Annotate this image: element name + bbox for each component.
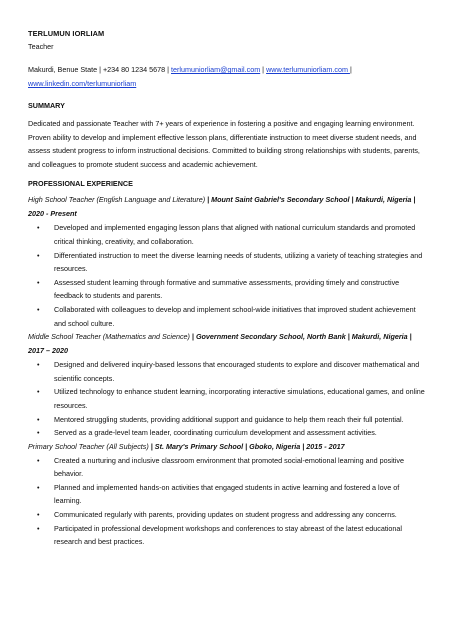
job-role: High School Teacher (English Language and Literature)	[28, 195, 206, 205]
bullet-text: Assessed student learning through formative and summative assessments, providing timely and constructive feedback to students and parents.	[54, 277, 400, 301]
bullet-text: Differentiated instruction to meet the diverse learning needs of students, utilizing a variety of teaching strategies and resources.	[54, 250, 423, 274]
summary-text: Dedicated and passionate Teacher with 7+ years of experience in fostering a positive and engaging learning environment. Proven ability to develop and implement effective lesson plans, differentiate instruction to meet diverse student needs, and assess student progress to inform instructional decisions. Committed to building strong relationships with students, parents, and colleagues to promote student success and academic achievement.	[28, 119, 420, 169]
bullet-icon: •	[37, 455, 40, 465]
resume-page	[28, 29, 426, 549]
bullet-icon: •	[37, 387, 40, 397]
bullet-icon: •	[37, 414, 40, 424]
contact-separator: |	[349, 65, 352, 74]
list-item	[28, 276, 426, 303]
bullet-icon: •	[37, 360, 40, 370]
bullet-text: Served as a grade-level team leader, coordinating curriculum development and assessment activities.	[54, 428, 377, 438]
bullet-text: Collaborated with colleagues to develop and implement school-wide initiatives that improved student achievement and school culture.	[54, 304, 416, 328]
job-header	[28, 330, 426, 358]
bullet-text: Planned and implemented hands-on activities that engaged students in active learning and fostered a love of learning.	[54, 482, 400, 506]
list-item	[28, 508, 426, 522]
job-details: | St. Mary's Primary School | Gboko, Nigeria | 2015 - 2017	[148, 441, 345, 451]
job-details: | Government Secondary School, North Bank | Makurdi, Nigeria | 2017 – 2020	[28, 332, 412, 356]
job-entry	[28, 330, 426, 440]
bullet-text: Mentored struggling students, providing additional support and guidance to help them reach their full potential.	[54, 414, 404, 424]
bullet-text: Communicated regularly with parents, providing updates on student progress and addressing any concerns.	[54, 510, 397, 520]
bullet-text: Created a nurturing and inclusive classroom environment that promoted social-emotional learning and positive behavior.	[54, 455, 404, 479]
list-item	[28, 358, 426, 385]
list-item	[28, 249, 426, 276]
list-item	[28, 426, 426, 440]
website-link[interactable]: www.terlumuniorliam.com	[266, 65, 350, 74]
job-role: Primary School Teacher (All Subjects)	[28, 441, 149, 451]
bullet-icon: •	[37, 277, 40, 287]
list-item	[28, 454, 426, 481]
contact-separator: |	[260, 65, 267, 74]
bullet-icon: •	[37, 482, 40, 492]
job-bullets	[28, 454, 426, 549]
list-item	[28, 221, 426, 248]
bullet-text: Designed and delivered inquiry-based lessons that encouraged students to explore and discover mathematical and scientific concepts.	[54, 360, 420, 383]
bullet-icon: •	[37, 428, 40, 438]
list-item	[28, 413, 426, 427]
list-item	[28, 303, 426, 330]
job-role: Middle School Teacher (Mathematics and Science)	[28, 332, 190, 342]
candidate-name: TERLUMUN IORLIAM	[28, 29, 105, 38]
list-item	[28, 385, 426, 412]
bullet-text: Utilized technology to enhance student learning, incorporating interactive simulations, educational games, and online resources.	[54, 387, 425, 410]
list-item	[28, 522, 426, 549]
bullet-icon: •	[37, 304, 40, 314]
job-entry	[28, 440, 426, 549]
contact-line	[28, 63, 426, 91]
bullet-icon: •	[37, 523, 40, 533]
bullet-text: Developed and implemented engaging lesson plans that aligned with national curriculum standards and promoted critical thinking, creativity, and collaboration.	[54, 223, 416, 246]
bullet-text: Participated in professional development workshops and conferences to stay abreast of the latest educational research and best practices.	[54, 523, 403, 547]
bullet-icon: •	[37, 510, 40, 520]
email-link[interactable]: terlumuniorliam@gmail.com	[171, 65, 261, 74]
contact-location-phone: Makurdi, Benue State | +234 80 1234 5678 |	[28, 65, 171, 74]
job-bullets	[28, 221, 426, 330]
bullet-icon: •	[37, 223, 40, 233]
job-header	[28, 440, 426, 454]
job-entry	[28, 193, 426, 330]
job-header	[28, 193, 426, 221]
list-item	[28, 481, 426, 508]
job-details: | Mount Saint Gabriel's Secondary School | Makurdi, Nigeria | 2020 - Present	[28, 195, 416, 219]
experience-heading: PROFESSIONAL EXPERIENCE	[28, 179, 133, 189]
summary-heading: SUMMARY	[28, 101, 65, 110]
candidate-title: Teacher	[28, 42, 54, 51]
job-bullets	[28, 358, 426, 440]
linkedin-link[interactable]: www.linkedin.com/terlumuniorliam	[28, 79, 137, 88]
bullet-icon: •	[37, 250, 40, 260]
